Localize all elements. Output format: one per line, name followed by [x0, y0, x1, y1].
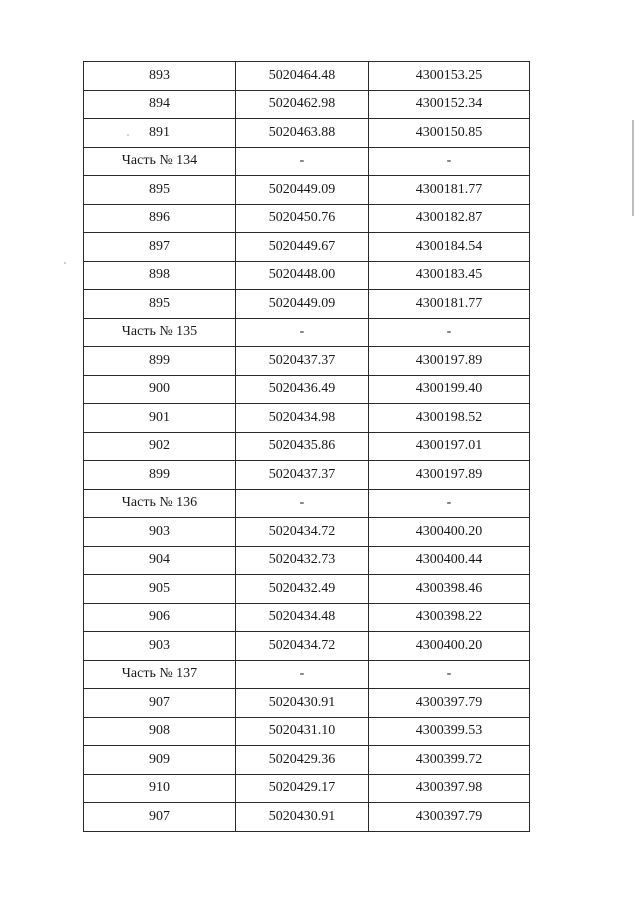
table-row — [84, 204, 530, 233]
point-number-cell: 899 — [84, 461, 236, 490]
point-number-cell: 907 — [84, 689, 236, 718]
section-label-cell: Часть № 137 — [84, 660, 236, 689]
y-coordinate-cell: 4300152.34 — [369, 90, 530, 119]
point-number-cell: 907 — [84, 803, 236, 832]
section-header-row — [84, 660, 530, 689]
x-coordinate-cell: - — [236, 489, 369, 518]
table-row — [84, 176, 530, 205]
point-number-cell: 906 — [84, 603, 236, 632]
table-row — [84, 518, 530, 547]
table-row — [84, 62, 530, 91]
table-row — [84, 290, 530, 319]
x-coordinate-cell: - — [236, 660, 369, 689]
y-coordinate-cell: 4300150.85 — [369, 119, 530, 148]
point-number-cell: 902 — [84, 432, 236, 461]
point-number-cell: 898 — [84, 261, 236, 290]
table-row — [84, 603, 530, 632]
table-row — [84, 261, 530, 290]
x-coordinate-cell: 5020432.73 — [236, 546, 369, 575]
point-number-cell: 905 — [84, 575, 236, 604]
table-row — [84, 746, 530, 775]
coordinates-table-body — [84, 62, 530, 832]
y-coordinate-cell: 4300398.46 — [369, 575, 530, 604]
table-row — [84, 774, 530, 803]
scan-dot — [64, 262, 66, 264]
x-coordinate-cell: 5020434.98 — [236, 404, 369, 433]
table-row — [84, 375, 530, 404]
table-row — [84, 689, 530, 718]
x-coordinate-cell: 5020449.09 — [236, 176, 369, 205]
point-number-cell: 901 — [84, 404, 236, 433]
table-row — [84, 119, 530, 148]
point-number-cell: 897 — [84, 233, 236, 262]
y-coordinate-cell: 4300182.87 — [369, 204, 530, 233]
point-number-cell: 893 — [84, 62, 236, 91]
section-header-row — [84, 318, 530, 347]
point-number-cell: 903 — [84, 632, 236, 661]
y-coordinate-cell: 4300183.45 — [369, 261, 530, 290]
x-coordinate-cell: - — [236, 147, 369, 176]
x-coordinate-cell: 5020463.88 — [236, 119, 369, 148]
section-header-row — [84, 147, 530, 176]
table-row — [84, 90, 530, 119]
point-number-cell: 900 — [84, 375, 236, 404]
y-coordinate-cell: 4300397.79 — [369, 803, 530, 832]
section-label-cell: Часть № 135 — [84, 318, 236, 347]
x-coordinate-cell: 5020462.98 — [236, 90, 369, 119]
table-row — [84, 432, 530, 461]
y-coordinate-cell: 4300398.22 — [369, 603, 530, 632]
point-number-cell: 894 — [84, 90, 236, 119]
coordinates-table — [83, 61, 530, 832]
point-number-cell: 895 — [84, 290, 236, 319]
section-label-cell: Часть № 136 — [84, 489, 236, 518]
y-coordinate-cell: - — [369, 147, 530, 176]
table-row — [84, 546, 530, 575]
table-row — [84, 347, 530, 376]
x-coordinate-cell: 5020429.36 — [236, 746, 369, 775]
point-number-cell: 899 — [84, 347, 236, 376]
y-coordinate-cell: 4300397.79 — [369, 689, 530, 718]
y-coordinate-cell: 4300397.98 — [369, 774, 530, 803]
point-number-cell: 910 — [84, 774, 236, 803]
y-coordinate-cell: 4300153.25 — [369, 62, 530, 91]
y-coordinate-cell: - — [369, 660, 530, 689]
x-coordinate-cell: 5020450.76 — [236, 204, 369, 233]
x-coordinate-cell: 5020449.09 — [236, 290, 369, 319]
y-coordinate-cell: 4300400.44 — [369, 546, 530, 575]
scan-edge-mark — [632, 120, 634, 216]
table-row — [84, 575, 530, 604]
point-number-cell: 891 — [84, 119, 236, 148]
x-coordinate-cell: 5020434.72 — [236, 518, 369, 547]
x-coordinate-cell: 5020437.37 — [236, 347, 369, 376]
y-coordinate-cell: 4300400.20 — [369, 518, 530, 547]
table-row — [84, 233, 530, 262]
point-number-cell: 904 — [84, 546, 236, 575]
y-coordinate-cell: 4300181.77 — [369, 290, 530, 319]
point-number-cell: 903 — [84, 518, 236, 547]
x-coordinate-cell: 5020435.86 — [236, 432, 369, 461]
x-coordinate-cell: 5020430.91 — [236, 689, 369, 718]
x-coordinate-cell: 5020437.37 — [236, 461, 369, 490]
y-coordinate-cell: 4300400.20 — [369, 632, 530, 661]
table-row — [84, 404, 530, 433]
table-row — [84, 632, 530, 661]
point-number-cell: 908 — [84, 717, 236, 746]
y-coordinate-cell: 4300399.53 — [369, 717, 530, 746]
x-coordinate-cell: 5020448.00 — [236, 261, 369, 290]
x-coordinate-cell: 5020434.48 — [236, 603, 369, 632]
x-coordinate-cell: - — [236, 318, 369, 347]
x-coordinate-cell: 5020449.67 — [236, 233, 369, 262]
y-coordinate-cell: 4300399.72 — [369, 746, 530, 775]
y-coordinate-cell: 4300197.01 — [369, 432, 530, 461]
y-coordinate-cell: 4300197.89 — [369, 347, 530, 376]
table-row — [84, 803, 530, 832]
y-coordinate-cell: - — [369, 489, 530, 518]
x-coordinate-cell: 5020464.48 — [236, 62, 369, 91]
y-coordinate-cell: 4300199.40 — [369, 375, 530, 404]
x-coordinate-cell: 5020430.91 — [236, 803, 369, 832]
y-coordinate-cell: 4300197.89 — [369, 461, 530, 490]
section-label-cell: Часть № 134 — [84, 147, 236, 176]
x-coordinate-cell: 5020432.49 — [236, 575, 369, 604]
point-number-cell: 909 — [84, 746, 236, 775]
point-number-cell: 896 — [84, 204, 236, 233]
table-row — [84, 717, 530, 746]
x-coordinate-cell: 5020429.17 — [236, 774, 369, 803]
y-coordinate-cell: 4300198.52 — [369, 404, 530, 433]
table-row — [84, 461, 530, 490]
x-coordinate-cell: 5020436.49 — [236, 375, 369, 404]
point-number-cell: 895 — [84, 176, 236, 205]
y-coordinate-cell: - — [369, 318, 530, 347]
y-coordinate-cell: 4300181.77 — [369, 176, 530, 205]
y-coordinate-cell: 4300184.54 — [369, 233, 530, 262]
x-coordinate-cell: 5020431.10 — [236, 717, 369, 746]
x-coordinate-cell: 5020434.72 — [236, 632, 369, 661]
section-header-row — [84, 489, 530, 518]
